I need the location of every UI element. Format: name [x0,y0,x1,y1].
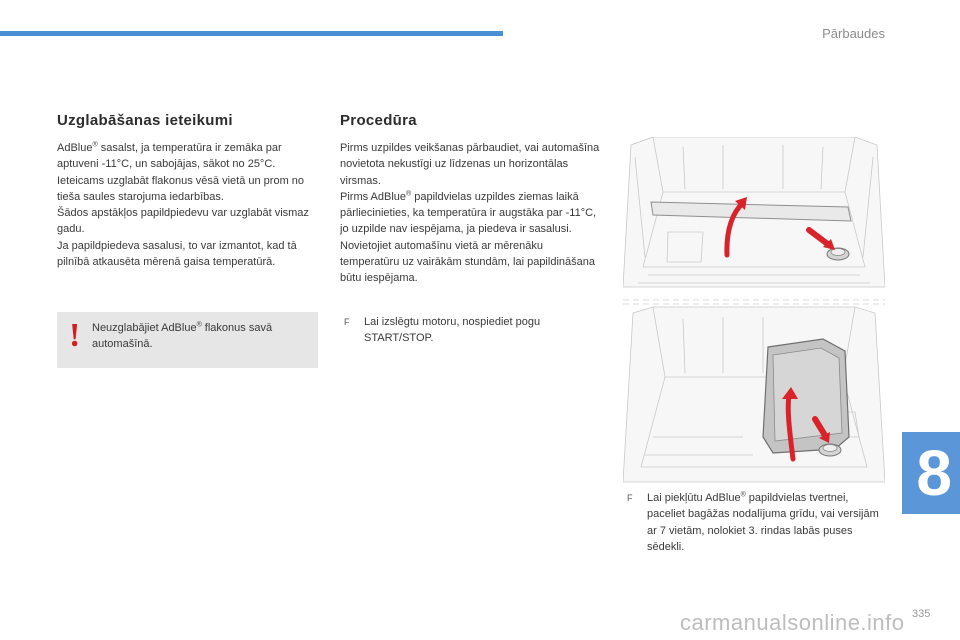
storage-section [57,112,322,270]
storage-paragraph-1: AdBlue® sasalst, ja temperatūra ir zemāka par aptuveni -11°C, un sabojājas, sākot no 25°C. [57,141,282,171]
step-access-tank [627,490,887,560]
storage-text [57,140,322,270]
watermark: carmanualsonline.info [680,610,905,635]
page-number: 335 [912,608,931,620]
chapter-number: 8 [916,437,952,509]
step-stop-engine [344,314,594,354]
tank-cap-lower [819,444,841,456]
procedure-section [340,112,605,287]
warning-box [57,312,318,368]
storage-title: Uzglabāšanas ieteikumi [57,112,233,129]
step-text: Lai izslēgtu motoru, nospiediet pogu START/STOP. [364,316,541,345]
divider-dashed [623,300,885,304]
storage-paragraph-4: Ja papildpiedeva sasalusi, to var izmantot, kad tā pilnībā atkausēta mērenā gaisa temperatūrā. [57,239,297,269]
procedure-text [340,140,605,287]
folded-seat-face [773,348,842,441]
storage-paragraph-2: Ieteicams uzglabāt flakonus vēsā vietā un prom no tieša saules starojuma iedarbības. [57,174,305,203]
storage-paragraph-3: Šādos apstākļos papildpiedevu var uzglabāt vismaz gadu. [57,207,309,236]
section-name: Pārbaudes [822,26,885,41]
trunk-illustration [623,137,885,484]
procedure-paragraph-2: Pirms AdBlue® papildvielas uzpildes ziemas laikā pārliecinieties, ka temperatūra ir augstāka par -11°C, jo uzpilde nav iespējama, ja piedeva ir sasalusi. Novietojiet automašīnu vietā ar mērenāku temperatūru uz vairākām stundām, lai papildināšana būtu iespējama. [340,190,597,285]
tank-cap-upper [827,248,849,260]
procedure-paragraph-1: Pirms uzpildes veikšanas pārbaudiet, vai automašīna novietota nekustīgi uz līdzenas un horizontālas virsmas. [340,142,600,187]
header-accent-bar [0,31,503,36]
step-text: Lai piekļūtu AdBlue® papildvielas tvertnei, paceliet bagāžas nodalījuma grīdu, vai versijām ar 7 vietām, nolokiet 3. rindas labās puses sēdekli. [647,491,879,553]
step-bullet: F [344,317,350,327]
warning-text: Neuzglabājiet AdBlue® flakonus savā automašīnā. [92,321,273,350]
step-bullet: F [627,493,633,503]
procedure-title: Procedūra [340,112,417,129]
warning-icon: ! [69,317,81,354]
